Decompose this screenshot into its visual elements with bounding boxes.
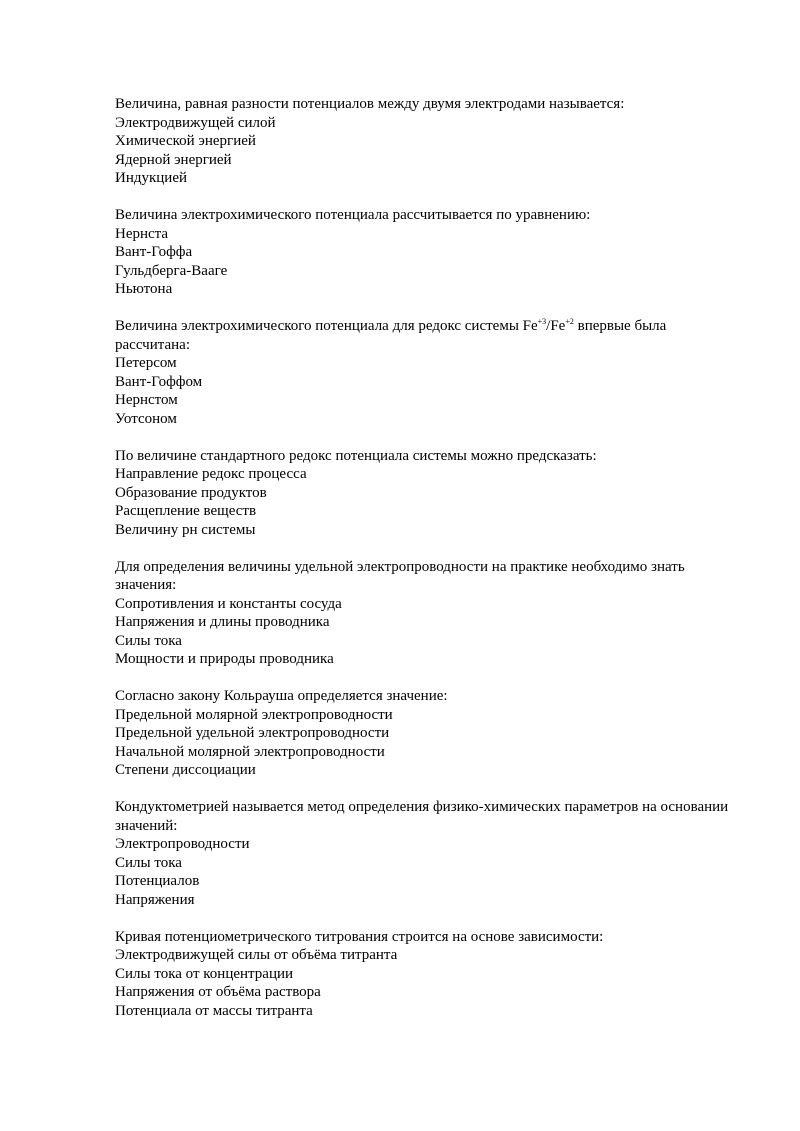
- answer-option: Образование продуктов: [115, 484, 267, 501]
- answer-option: Начальной молярной электропроводности: [115, 743, 385, 760]
- answer-option: Нернстом: [115, 392, 178, 408]
- question-block-5: [115, 558, 745, 669]
- question-text: Согласно закону Кольрауша определяется значение:: [115, 688, 448, 704]
- answer-option: Ядерной энергией: [115, 151, 232, 168]
- answer-option: Вант-Гоффом: [115, 373, 203, 390]
- charge-superscript: +2: [565, 317, 574, 326]
- question-text: Величина, равная разности потенциалов между двумя электродами называется:: [115, 96, 625, 112]
- answer-option: Электропроводности: [115, 836, 250, 852]
- answer-option: Силы тока: [115, 632, 182, 649]
- answer-option: Химической энергией: [115, 133, 256, 149]
- answer-option: Мощности и природы проводника: [115, 651, 334, 667]
- question-block-2: [115, 206, 745, 299]
- answer-option: Нернста: [115, 225, 169, 242]
- question-text-after: впервые была рассчитана:: [115, 318, 667, 353]
- answer-option: Электродвижущей силой: [115, 114, 276, 131]
- answer-option: Напряжения от объёма раствора: [115, 984, 321, 1000]
- question-block-6: [115, 687, 745, 780]
- answer-option: Силы тока: [115, 854, 182, 871]
- question-block-1: [115, 95, 745, 188]
- question-text: Кривая потенциометрического титрования строится на основе зависимости:: [115, 928, 604, 945]
- answer-option: Ньютона: [115, 281, 173, 297]
- question-block-8: [115, 928, 745, 1021]
- question-text: Кондуктометрией называется метод определения физико-химических параметров на основании значений:: [115, 799, 729, 834]
- answer-option: Напряжения: [115, 891, 195, 908]
- answer-option: Степени диссоциации: [115, 762, 256, 778]
- answer-option: Сопротивления и константы сосуда: [115, 595, 342, 612]
- answer-option: Потенциала от массы титранта: [115, 1002, 313, 1019]
- question-text: Для определения величины удельной электропроводности на практике необходимо знать значения:: [115, 558, 685, 593]
- question-text: [115, 317, 745, 354]
- charge-superscript: +3: [537, 317, 547, 326]
- question-text: Величина электрохимического потенциала рассчитывается по уравнению:: [115, 207, 591, 223]
- answer-option: Предельной молярной электропроводности: [115, 706, 393, 723]
- answer-option: Петерсом: [115, 355, 177, 371]
- document-page: [115, 95, 745, 1039]
- answer-option: Направление редокс процесса: [115, 466, 307, 482]
- answer-option: Электродвижущей силы от объёма титранта: [115, 947, 398, 963]
- question-text-before: Величина электрохимического потенциала для редокс системы Fe: [115, 318, 538, 334]
- answer-option: Предельной удельной электропроводности: [115, 725, 390, 741]
- answer-option: Силы тока от концентрации: [115, 965, 294, 982]
- answer-option: Потенциалов: [115, 873, 200, 889]
- question-block-3: [115, 317, 745, 428]
- answer-option: Вант-Гоффа: [115, 244, 193, 260]
- answer-option: Индукцией: [115, 170, 188, 186]
- answer-option: Гульдберга-Вааге: [115, 262, 228, 279]
- question-text-middle: /Fe: [546, 318, 566, 334]
- question-block-7: [115, 798, 745, 909]
- answer-option: Напряжения и длины проводника: [115, 614, 330, 630]
- answer-option: Величину рн системы: [115, 521, 256, 538]
- answer-option: Уотсоном: [115, 410, 177, 427]
- question-block-4: [115, 447, 745, 540]
- question-text: По величине стандартного редокс потенциала системы можно предсказать:: [115, 447, 597, 464]
- answer-option: Расщепление веществ: [115, 503, 257, 519]
